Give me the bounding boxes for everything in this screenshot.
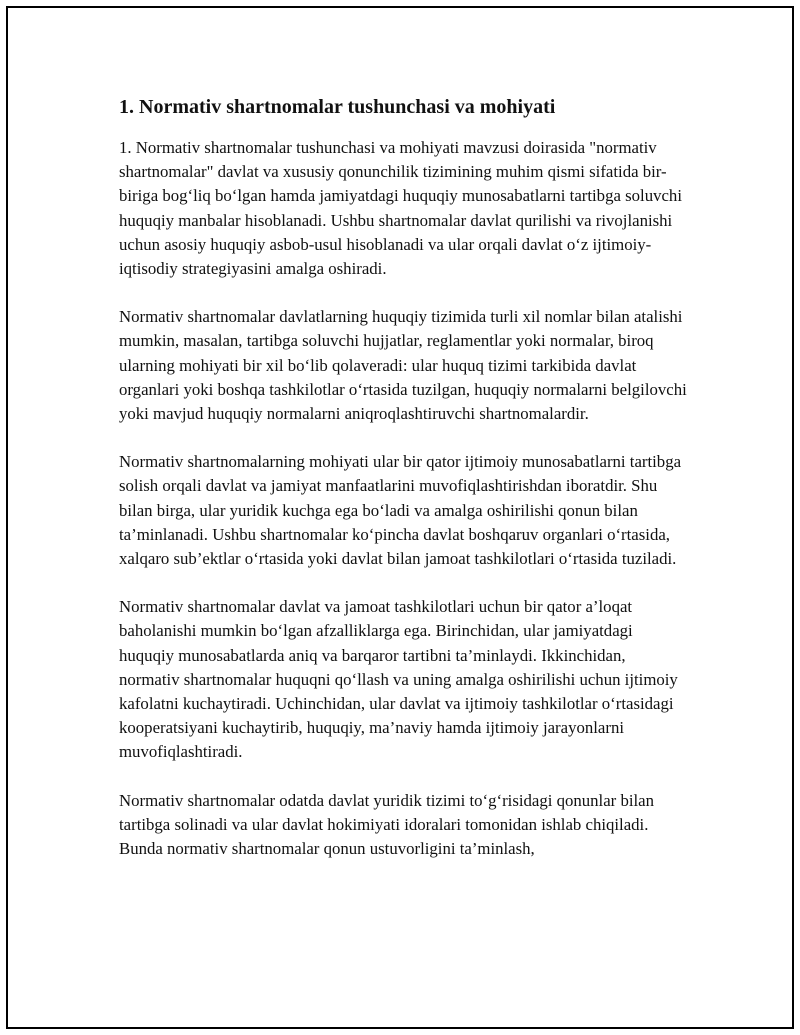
document-page [6,6,794,1029]
document-body [119,94,689,885]
paragraph-2: Normativ shartnomalar davlatlarning huquqiy tizimida turli xil nomlar bilan atalishi mumkin, masalan, tartibga soluvchi hujjatlar, reglamentlar yoki normalar, biroq ularning mohiyati bir xil bo‘lib qolaveradi: ular huquq tizimi tarkibida davlat organlari yoki boshqa tashkilotlar o‘rtasida tuzilgan, huquqiy normalarni belgilovchi yoki mavjud huquqiy normalarni aniqroqlashtiruvchi shartnomalardir. [119,307,687,424]
paragraph-3: Normativ shartnomalarning mohiyati ular bir qator ijtimoiy munosabatlarni tartibga solish orqali davlat va jamiyat manfaatlarini muvofiqlashtirishdan iboratdir. Shu bilan birga, ular yuridik kuchga ega bo‘ladi va amalga oshirilishi qonun bilan ta’minlanadi. Ushbu shartnomalar ko‘pincha davlat boshqaruv organlari o‘rtasida, xalqaro sub’ektlar o‘rtasida yoki davlat bilan jamoat tashkilotlari o‘rtasida tuziladi. [119,452,682,569]
section-heading: 1. Normativ shartnomalar tushunchasi va mohiyati [119,96,556,118]
paragraph-5: Normativ shartnomalar odatda davlat yuridik tizimi to‘g‘risidagi qonunlar bilan tartibga solinadi va ular davlat hokimiyati idoralari tomonidan ishlab chiqiladi. Bunda normativ shartnomalar qonun ustuvorligini ta’minlash, [119,790,655,859]
paragraph-1: 1. Normativ shartnomalar tushunchasi va mohiyati mavzusi doirasida "normativ shartnomalar" davlat va xususiy qonunchilik tizimining muhim qismi sifatida bir-biriga bog‘liq bo‘lgan hamda jamiyatdagi huquqiy munosabatlarni tartibga soluvchi huquqiy manbalar hisoblanadi. Ushbu shartnomalar davlat qurilishi va rivojlanishi uchun asosiy huquqiy asbob-usul hisoblanadi va ular orqali davlat o‘z ijtimoiy-iqtisodiy strategiyasini amalga oshiradi. [119,138,682,279]
paragraph-4: Normativ shartnomalar davlat va jamoat tashkilotlari uchun bir qator a’loqat baholanishi mumkin bo‘lgan afzalliklarga ega. Birinchidan, ular jamiyatdagi huquqiy munosabatlarda aniq va barqaror tartibni ta’minlaydi. Ikkinchidan, normativ shartnomalar huquqni qo‘llash va uning amalga oshirilishi uchun ijtimoiy kafolatni kuchaytiradi. Uchinchidan, ular davlat va ijtimoiy tashkilotlar o‘rtasidagi kooperatsiyani kuchaytirib, huquqiy, ma’naviy hamda ijtimoiy jarayonlarni muvofiqlashtiradi. [119,597,678,762]
